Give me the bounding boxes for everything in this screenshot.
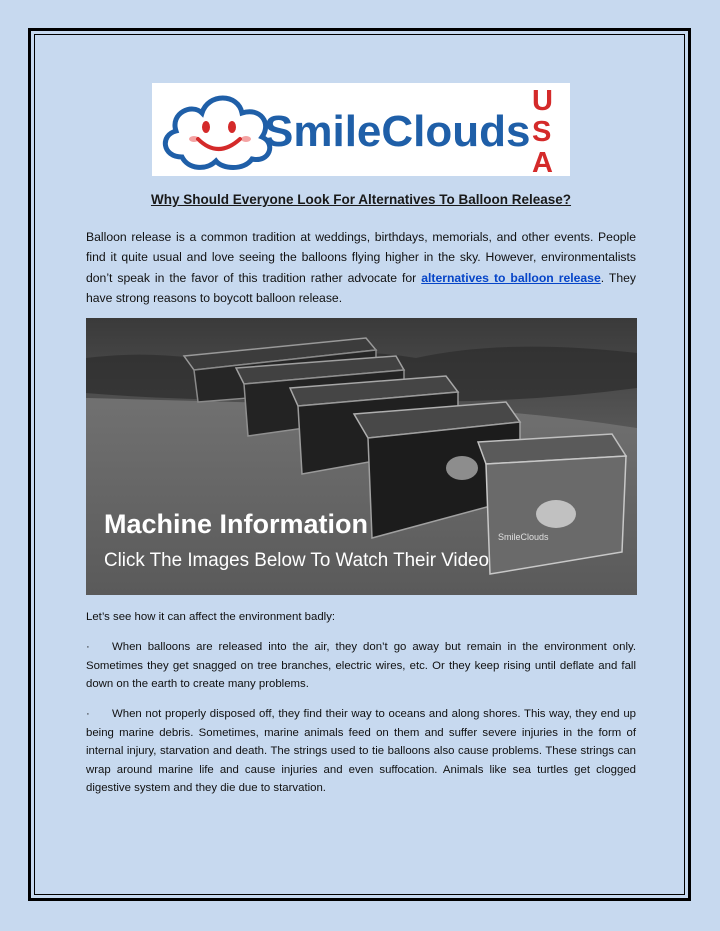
bullet-item: [86, 638, 636, 694]
intro-paragraph: [86, 227, 636, 308]
bullet-dot: ·: [86, 708, 90, 720]
logo-letter-s: S: [532, 116, 552, 148]
effects-intro: Let’s see how it can affect the environment badly:: [86, 611, 336, 623]
watch-video-subtitle: Click The Images Below To Watch Their Video: [104, 550, 489, 571]
logo-letter-u: U: [532, 85, 553, 117]
alternatives-link[interactable]: alternatives to balloon release: [421, 270, 601, 285]
bullet-item: [86, 705, 636, 798]
brand-wordmark: SmileClouds: [264, 107, 531, 156]
case-brand-label: SmileClouds: [498, 532, 549, 542]
machine-information-image[interactable]: [86, 318, 637, 595]
logo-letter-a: A: [532, 147, 553, 176]
intro-text-2: . They have strong reasons to boycott balloon release.: [86, 270, 636, 305]
smileclouds-logo[interactable]: [152, 83, 570, 176]
bullet-dot: ·: [86, 641, 90, 653]
page-title: Why Should Everyone Look For Alternatives To Balloon Release?: [150, 192, 572, 207]
bullet-text: When balloons are released into the air, they don’t go away but remain in the environment only. Sometimes they get snagged on tree branches, electric wires, etc. Or they keep rising until deflate and fall down on the earth to create many problems.: [86, 641, 636, 690]
smiling-cloud-icon: [165, 98, 269, 168]
machine-info-title: Machine Information: [104, 509, 369, 539]
bullet-text: When not properly disposed off, they find their way to oceans and along shores. This way, they end up being marine debris. Sometimes, marine animals feed on them and suffer severe injuries in the form of internal injury, starvation and death. The strings used to tie balloons also cause problems. These strings can wrap around marine life and cause injuries and even suffocation. Animals like sea turtles get clogged digestive system and they die due to starvation.: [86, 708, 636, 794]
intro-text-1: Balloon release is a common tradition at weddings, birthdays, memorials, and other events. People find it quite usual and love seeing the balloons flying higher in the sky. However, environmentalists don’t speak in the favor of this tradition rather advocate for: [86, 230, 636, 285]
